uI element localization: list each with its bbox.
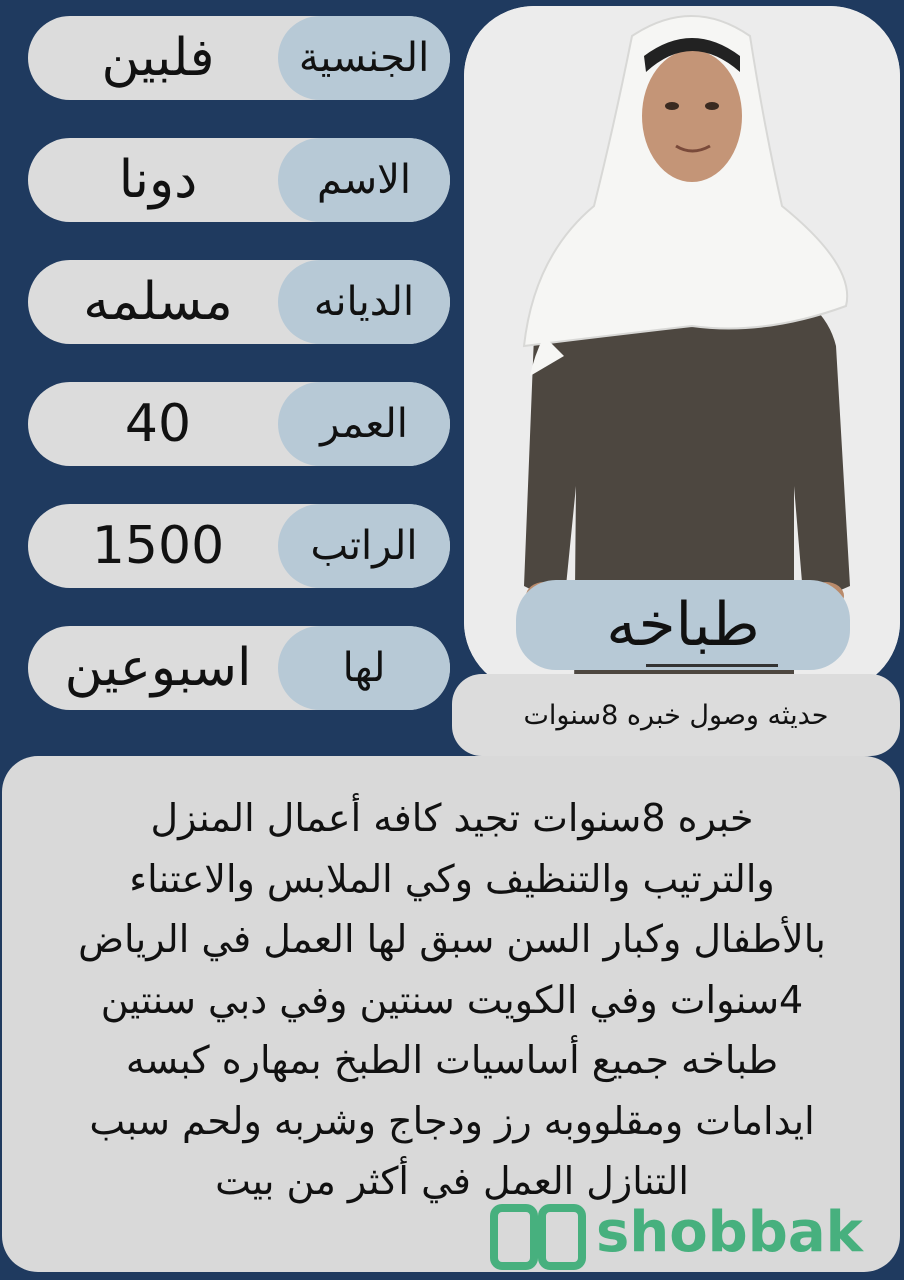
field-vacation [28,626,450,710]
field-value: اسبوعين [64,638,252,698]
description-text: خبره 8سنوات تجيد كافه أعمال المنزل والترتيب والتنظيف وكي الملابس والاعتناء بالأطفال وكبار السن سبق لها العمل في الرياض 4سنوات وفي الكويت سنتين وفي دبي سنتين طباخه جميع أساسيات الطبخ بمهاره كبسه ايدامات ومقلووبه رز ودجاج وشربه ولحم سبب التنازل العمل في أكثر من بيت [78,796,826,1203]
field-value: فلبين [101,28,215,88]
shobbak-logo-icon [490,1202,590,1272]
field-label: الجنسية [278,16,450,100]
field-value: دونا [118,150,198,210]
field-value: 40 [124,394,192,454]
field-label: الراتب [278,504,450,588]
field-age [28,382,450,466]
field-value: مسلمه [83,272,233,332]
field-salary [28,504,450,588]
shobbak-watermark [490,1196,900,1276]
field-label: العمر [278,382,450,466]
field-label: لها [278,626,450,710]
job-title-badge: طباخه [516,580,850,670]
field-name [28,138,450,222]
field-label: الديانه [278,260,450,344]
watermark-text: shobbak [596,1200,863,1265]
field-religion [28,260,450,344]
field-value: 1500 [91,516,225,576]
experience-subtitle: حديثه وصول خبره 8سنوات [452,674,900,756]
field-nationality [28,16,450,100]
field-label: الاسم [278,138,450,222]
job-title-underline [646,664,778,667]
